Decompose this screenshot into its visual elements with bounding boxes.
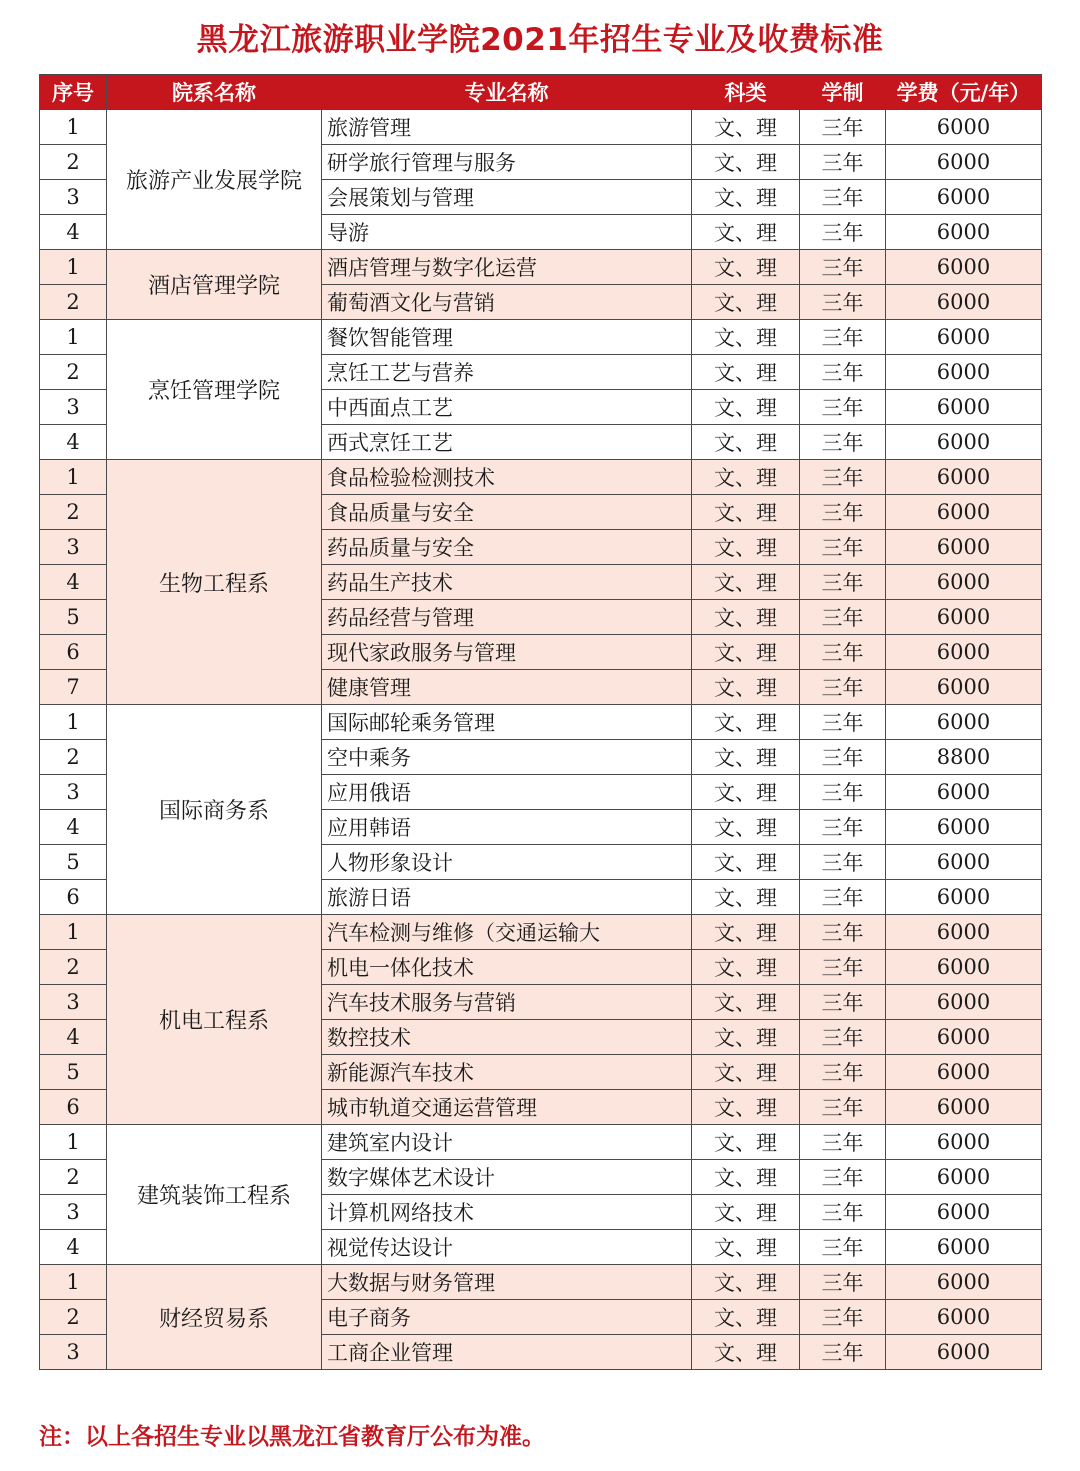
major-cell: 人物形象设计 — [322, 845, 692, 880]
table-row — [40, 705, 1042, 740]
major-cell: 数控技术 — [322, 1020, 692, 1055]
category-cell: 文、理 — [692, 285, 800, 320]
tuition-cell: 6000 — [886, 390, 1042, 425]
major-cell: 旅游管理 — [322, 110, 692, 145]
tuition-cell: 6000 — [886, 985, 1042, 1020]
category-cell: 文、理 — [692, 1125, 800, 1160]
seq-cell: 1 — [40, 460, 107, 495]
seq-cell: 3 — [40, 180, 107, 215]
category-cell: 文、理 — [692, 215, 800, 250]
duration-cell: 三年 — [800, 530, 886, 565]
tuition-cell: 6000 — [886, 705, 1042, 740]
duration-cell: 三年 — [800, 915, 886, 950]
duration-cell: 三年 — [800, 1125, 886, 1160]
major-cell: 研学旅行管理与服务 — [322, 145, 692, 180]
category-cell: 文、理 — [692, 1020, 800, 1055]
category-cell: 文、理 — [692, 810, 800, 845]
footnote: 注：以上各招生专业以黑龙江省教育厅公布为准。 — [39, 1424, 545, 1450]
major-cell: 烹饪工艺与营养 — [322, 355, 692, 390]
category-cell: 文、理 — [692, 1195, 800, 1230]
seq-cell: 2 — [40, 285, 107, 320]
duration-cell: 三年 — [800, 180, 886, 215]
category-cell: 文、理 — [692, 1055, 800, 1090]
tuition-cell: 6000 — [886, 775, 1042, 810]
category-cell: 文、理 — [692, 110, 800, 145]
tuition-cell: 6000 — [886, 1125, 1042, 1160]
tuition-cell: 6000 — [886, 565, 1042, 600]
department-cell: 烹饪管理学院 — [107, 320, 322, 460]
category-cell: 文、理 — [692, 460, 800, 495]
major-cell: 新能源汽车技术 — [322, 1055, 692, 1090]
tuition-cell: 6000 — [886, 425, 1042, 460]
seq-cell: 4 — [40, 215, 107, 250]
tuition-cell: 6000 — [886, 1195, 1042, 1230]
category-cell: 文、理 — [692, 985, 800, 1020]
major-cell: 酒店管理与数字化运营 — [322, 250, 692, 285]
tuition-cell: 6000 — [886, 810, 1042, 845]
tuition-cell: 6000 — [886, 1230, 1042, 1265]
seq-cell: 2 — [40, 1300, 107, 1335]
category-cell: 文、理 — [692, 565, 800, 600]
major-cell: 餐饮智能管理 — [322, 320, 692, 355]
duration-cell: 三年 — [800, 285, 886, 320]
major-cell: 导游 — [322, 215, 692, 250]
table-row — [40, 250, 1042, 285]
duration-cell: 三年 — [800, 1020, 886, 1055]
major-cell: 西式烹饪工艺 — [322, 425, 692, 460]
category-cell: 文、理 — [692, 1335, 800, 1370]
header-tuition: 学费（元/年） — [886, 75, 1042, 110]
category-cell: 文、理 — [692, 845, 800, 880]
duration-cell: 三年 — [800, 1300, 886, 1335]
header-department: 院系名称 — [107, 75, 322, 110]
seq-cell: 4 — [40, 1020, 107, 1055]
header-seq: 序号 — [40, 75, 107, 110]
tuition-cell: 6000 — [886, 180, 1042, 215]
tuition-cell: 6000 — [886, 460, 1042, 495]
category-cell: 文、理 — [692, 1230, 800, 1265]
major-cell: 药品经营与管理 — [322, 600, 692, 635]
seq-cell: 3 — [40, 1195, 107, 1230]
department-cell: 生物工程系 — [107, 460, 322, 705]
duration-cell: 三年 — [800, 1055, 886, 1090]
duration-cell: 三年 — [800, 320, 886, 355]
seq-cell: 6 — [40, 1090, 107, 1125]
seq-cell: 1 — [40, 1265, 107, 1300]
seq-cell: 4 — [40, 425, 107, 460]
major-cell: 药品生产技术 — [322, 565, 692, 600]
duration-cell: 三年 — [800, 775, 886, 810]
duration-cell: 三年 — [800, 1160, 886, 1195]
table-row — [40, 460, 1042, 495]
major-cell: 应用韩语 — [322, 810, 692, 845]
tuition-cell: 6000 — [886, 1160, 1042, 1195]
seq-cell: 1 — [40, 320, 107, 355]
seq-cell: 7 — [40, 670, 107, 705]
duration-cell: 三年 — [800, 215, 886, 250]
tuition-cell: 6000 — [886, 915, 1042, 950]
duration-cell: 三年 — [800, 110, 886, 145]
seq-cell: 6 — [40, 635, 107, 670]
duration-cell: 三年 — [800, 845, 886, 880]
seq-cell: 3 — [40, 985, 107, 1020]
tuition-cell: 6000 — [886, 110, 1042, 145]
tuition-cell: 8800 — [886, 740, 1042, 775]
tuition-cell: 6000 — [886, 950, 1042, 985]
department-cell: 国际商务系 — [107, 705, 322, 915]
category-cell: 文、理 — [692, 355, 800, 390]
page-title: 黑龙江旅游职业学院2021年招生专业及收费标准 — [196, 22, 884, 58]
tuition-cell: 6000 — [886, 530, 1042, 565]
tuition-cell: 6000 — [886, 600, 1042, 635]
category-cell: 文、理 — [692, 880, 800, 915]
category-cell: 文、理 — [692, 390, 800, 425]
major-cell: 空中乘务 — [322, 740, 692, 775]
seq-cell: 2 — [40, 950, 107, 985]
department-cell: 机电工程系 — [107, 915, 322, 1125]
seq-cell: 5 — [40, 845, 107, 880]
duration-cell: 三年 — [800, 250, 886, 285]
seq-cell: 3 — [40, 775, 107, 810]
seq-cell: 2 — [40, 145, 107, 180]
seq-cell: 1 — [40, 705, 107, 740]
major-cell: 旅游日语 — [322, 880, 692, 915]
tuition-cell: 6000 — [886, 1055, 1042, 1090]
seq-cell: 1 — [40, 110, 107, 145]
category-cell: 文、理 — [692, 530, 800, 565]
duration-cell: 三年 — [800, 355, 886, 390]
duration-cell: 三年 — [800, 985, 886, 1020]
tuition-cell: 6000 — [886, 320, 1042, 355]
category-cell: 文、理 — [692, 775, 800, 810]
category-cell: 文、理 — [692, 250, 800, 285]
major-cell: 葡萄酒文化与营销 — [322, 285, 692, 320]
major-cell: 数字媒体艺术设计 — [322, 1160, 692, 1195]
category-cell: 文、理 — [692, 1090, 800, 1125]
seq-cell: 3 — [40, 1335, 107, 1370]
header-duration: 学制 — [800, 75, 886, 110]
category-cell: 文、理 — [692, 425, 800, 460]
major-cell: 城市轨道交通运营管理 — [322, 1090, 692, 1125]
major-cell: 健康管理 — [322, 670, 692, 705]
duration-cell: 三年 — [800, 1265, 886, 1300]
major-cell: 工商企业管理 — [322, 1335, 692, 1370]
major-cell: 建筑室内设计 — [322, 1125, 692, 1160]
seq-cell: 5 — [40, 1055, 107, 1090]
department-cell: 财经贸易系 — [107, 1265, 322, 1370]
tuition-cell: 6000 — [886, 495, 1042, 530]
table-row — [40, 320, 1042, 355]
admissions-fee-table — [39, 74, 1042, 1370]
major-cell: 视觉传达设计 — [322, 1230, 692, 1265]
major-cell: 应用俄语 — [322, 775, 692, 810]
duration-cell: 三年 — [800, 880, 886, 915]
tuition-cell: 6000 — [886, 845, 1042, 880]
category-cell: 文、理 — [692, 670, 800, 705]
category-cell: 文、理 — [692, 950, 800, 985]
department-cell: 旅游产业发展学院 — [107, 110, 322, 250]
seq-cell: 2 — [40, 1160, 107, 1195]
duration-cell: 三年 — [800, 635, 886, 670]
duration-cell: 三年 — [800, 565, 886, 600]
category-cell: 文、理 — [692, 635, 800, 670]
category-cell: 文、理 — [692, 1160, 800, 1195]
table-row — [40, 915, 1042, 950]
duration-cell: 三年 — [800, 1090, 886, 1125]
tuition-cell: 6000 — [886, 1265, 1042, 1300]
major-cell: 国际邮轮乘务管理 — [322, 705, 692, 740]
seq-cell: 3 — [40, 390, 107, 425]
department-cell: 建筑装饰工程系 — [107, 1125, 322, 1265]
category-cell: 文、理 — [692, 1300, 800, 1335]
tuition-cell: 6000 — [886, 1300, 1042, 1335]
tuition-cell: 6000 — [886, 215, 1042, 250]
duration-cell: 三年 — [800, 600, 886, 635]
table-row — [40, 1265, 1042, 1300]
major-cell: 汽车技术服务与营销 — [322, 985, 692, 1020]
duration-cell: 三年 — [800, 425, 886, 460]
category-cell: 文、理 — [692, 600, 800, 635]
duration-cell: 三年 — [800, 145, 886, 180]
major-cell: 汽车检测与维修（交通运输大 — [322, 915, 692, 950]
category-cell: 文、理 — [692, 145, 800, 180]
major-cell: 会展策划与管理 — [322, 180, 692, 215]
seq-cell: 4 — [40, 810, 107, 845]
major-cell: 中西面点工艺 — [322, 390, 692, 425]
tuition-cell: 6000 — [886, 1020, 1042, 1055]
duration-cell: 三年 — [800, 1335, 886, 1370]
tuition-cell: 6000 — [886, 285, 1042, 320]
duration-cell: 三年 — [800, 1195, 886, 1230]
category-cell: 文、理 — [692, 320, 800, 355]
department-cell: 酒店管理学院 — [107, 250, 322, 320]
table-row — [40, 1125, 1042, 1160]
major-cell: 大数据与财务管理 — [322, 1265, 692, 1300]
seq-cell: 3 — [40, 530, 107, 565]
duration-cell: 三年 — [800, 460, 886, 495]
seq-cell: 2 — [40, 740, 107, 775]
seq-cell: 1 — [40, 250, 107, 285]
tuition-cell: 6000 — [886, 1090, 1042, 1125]
header-category: 科类 — [692, 75, 800, 110]
table-header-row — [40, 75, 1042, 110]
seq-cell: 4 — [40, 1230, 107, 1265]
major-cell: 食品质量与安全 — [322, 495, 692, 530]
major-cell: 计算机网络技术 — [322, 1195, 692, 1230]
category-cell: 文、理 — [692, 705, 800, 740]
tuition-cell: 6000 — [886, 670, 1042, 705]
duration-cell: 三年 — [800, 705, 886, 740]
seq-cell: 2 — [40, 495, 107, 530]
seq-cell: 5 — [40, 600, 107, 635]
tuition-cell: 6000 — [886, 880, 1042, 915]
duration-cell: 三年 — [800, 740, 886, 775]
duration-cell: 三年 — [800, 390, 886, 425]
category-cell: 文、理 — [692, 915, 800, 950]
table-row — [40, 110, 1042, 145]
major-cell: 药品质量与安全 — [322, 530, 692, 565]
category-cell: 文、理 — [692, 180, 800, 215]
tuition-cell: 6000 — [886, 145, 1042, 180]
duration-cell: 三年 — [800, 1230, 886, 1265]
seq-cell: 1 — [40, 915, 107, 950]
seq-cell: 1 — [40, 1125, 107, 1160]
duration-cell: 三年 — [800, 810, 886, 845]
tuition-cell: 6000 — [886, 1335, 1042, 1370]
seq-cell: 2 — [40, 355, 107, 390]
category-cell: 文、理 — [692, 495, 800, 530]
seq-cell: 6 — [40, 880, 107, 915]
duration-cell: 三年 — [800, 950, 886, 985]
major-cell: 现代家政服务与管理 — [322, 635, 692, 670]
tuition-cell: 6000 — [886, 250, 1042, 285]
tuition-cell: 6000 — [886, 355, 1042, 390]
table-body — [40, 110, 1042, 1370]
duration-cell: 三年 — [800, 670, 886, 705]
duration-cell: 三年 — [800, 495, 886, 530]
category-cell: 文、理 — [692, 1265, 800, 1300]
major-cell: 电子商务 — [322, 1300, 692, 1335]
seq-cell: 4 — [40, 565, 107, 600]
tuition-cell: 6000 — [886, 635, 1042, 670]
header-major: 专业名称 — [322, 75, 692, 110]
category-cell: 文、理 — [692, 740, 800, 775]
major-cell: 机电一体化技术 — [322, 950, 692, 985]
major-cell: 食品检验检测技术 — [322, 460, 692, 495]
